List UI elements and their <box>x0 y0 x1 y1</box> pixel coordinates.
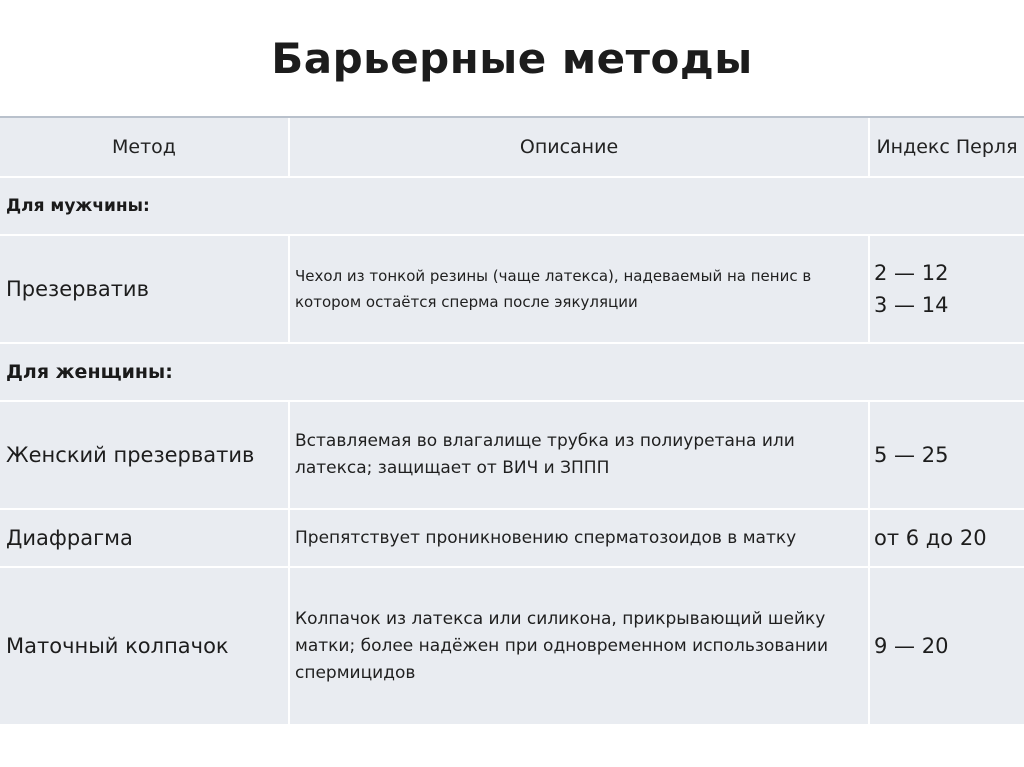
method-description: Вставляемая во влагалище трубка из полиуретана или латекса; защищает от ВИЧ и ЗППП <box>288 402 868 508</box>
method-name: Презерватив <box>6 277 149 301</box>
table-row <box>0 568 1024 726</box>
section-row-men <box>0 178 1024 236</box>
method-name: Маточный колпачок <box>6 634 229 658</box>
pearl-index-line: 2 — 12 <box>874 261 949 285</box>
pearl-index: 5 — 25 <box>868 402 1024 508</box>
method-name: Женский презерватив <box>6 443 255 467</box>
header-description: Описание <box>288 118 868 176</box>
method-description: Препятствует проникновению сперматозоидов в матку <box>288 510 868 566</box>
method-name: Диафрагма <box>6 526 133 550</box>
header-method: Метод <box>112 136 176 158</box>
pearl-index: 9 — 20 <box>868 568 1024 724</box>
table-row <box>0 510 1024 568</box>
pearl-index: от 6 до 20 <box>868 510 1024 566</box>
table-row <box>0 402 1024 510</box>
pearl-index <box>868 236 1024 342</box>
header-pearl-index: Индекс Перля <box>868 118 1024 176</box>
pearl-index-line: 3 — 14 <box>874 293 949 317</box>
method-description: Чехол из тонкой резины (чаще латекса), надеваемый на пенис в котором остаётся сперма после эякуляции <box>288 236 868 342</box>
slide-title: Барьерные методы <box>271 34 753 83</box>
section-row-women <box>0 344 1024 402</box>
section-label-women: Для женщины: <box>6 361 173 383</box>
section-label-men: Для мужчины: <box>6 196 150 216</box>
method-description: Колпачок из латекса или силикона, прикрывающий шейку матки; более надёжен при одновременном использовании спермицидов <box>288 568 868 724</box>
table-header-row <box>0 118 1024 178</box>
table-row <box>0 236 1024 344</box>
methods-table <box>0 116 1024 726</box>
